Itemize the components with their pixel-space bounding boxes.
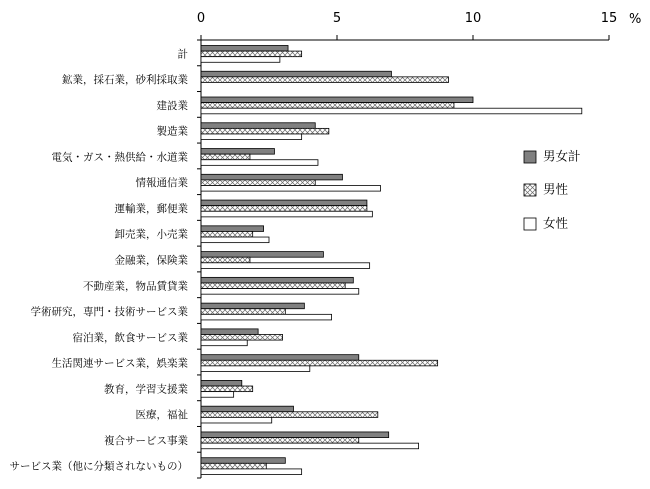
category-label: 電気・ガス・熱供給・水道業 (51, 151, 188, 164)
bar-female (201, 263, 370, 269)
plot-area (10, 11, 642, 478)
bar-female (201, 314, 332, 320)
bar-female (201, 134, 302, 140)
bar-female (201, 160, 318, 166)
x-tick-label: 5 (332, 11, 342, 26)
x-tick-label: 15 (600, 11, 618, 26)
legend-swatch (524, 151, 536, 163)
bar-male (201, 412, 378, 418)
bar-total (201, 380, 242, 386)
bar-female (201, 366, 310, 372)
bar-total (201, 355, 359, 361)
legend-swatch (524, 218, 536, 230)
bar-male (201, 360, 438, 366)
category-label: 複合サービス事業 (104, 434, 188, 447)
category-label: 医療，福祉 (135, 409, 188, 422)
bar-total (201, 252, 323, 258)
bar-female (201, 340, 247, 346)
bar-total (201, 406, 293, 412)
bar-male (201, 283, 345, 289)
bar-male (201, 386, 253, 392)
bar-total (201, 303, 304, 309)
bar-total (201, 97, 473, 103)
category-label: 不動産業，物品賃貸業 (83, 280, 188, 293)
bar-male (201, 438, 359, 444)
bar-male (201, 231, 253, 237)
category-label: 宿泊業，飲食サービス業 (72, 331, 188, 344)
bar-male (201, 257, 250, 263)
bar-total (201, 458, 285, 464)
category-label: 教育，学習支援業 (104, 383, 188, 396)
bar-male (201, 463, 266, 469)
category-label: 金融業，保険業 (114, 254, 188, 267)
x-tick-label: 0 (196, 11, 206, 26)
bar-female (201, 186, 381, 192)
bar-male (201, 154, 250, 160)
bar-total (201, 277, 353, 283)
category-label: サービス業（他に分類されないもの） (9, 460, 188, 473)
category-label: 生活関連サービス業，娯楽業 (51, 357, 188, 370)
unit-label: % (629, 12, 642, 27)
category-label: 運輸業，郵便業 (114, 202, 188, 215)
bar-total (201, 226, 264, 232)
bar-male (201, 51, 302, 57)
legend-label: 男性 (543, 181, 569, 197)
bar-female (201, 289, 359, 295)
bar-total (201, 123, 315, 129)
bar-female (201, 469, 302, 475)
bar-male (201, 77, 449, 83)
category-label: 学術研究，専門・技術サービス業 (30, 306, 188, 319)
bar-male (201, 128, 329, 134)
legend (524, 149, 581, 231)
bar-total (201, 71, 391, 77)
category-label: 鉱業，採石業，砂利採取業 (62, 74, 188, 87)
bar-total (201, 45, 288, 51)
category-label: 建設業 (156, 99, 188, 112)
bar-male (201, 180, 315, 186)
category-label: 卸売業，小売業 (114, 228, 188, 241)
bar-female (201, 108, 582, 114)
bar-total (201, 149, 274, 155)
legend-swatch (524, 184, 536, 196)
bar-total (201, 432, 389, 438)
bar-male (201, 334, 283, 340)
category-label: 情報通信業 (135, 177, 188, 190)
bar-female (201, 211, 372, 217)
bar-female (201, 392, 234, 398)
bar-female (201, 443, 419, 449)
bar-female (201, 57, 280, 63)
bar-male (201, 309, 285, 315)
bar-total (201, 200, 367, 206)
bar-total (201, 174, 342, 180)
legend-label: 女性 (543, 215, 569, 231)
bar-total (201, 329, 258, 335)
bar-female (201, 417, 272, 423)
category-label: 計 (177, 48, 188, 61)
x-tick-label: 10 (464, 11, 482, 26)
category-label: 製造業 (156, 125, 188, 138)
bar-female (201, 237, 269, 243)
bar-male (201, 206, 367, 212)
legend-label: 男女計 (543, 148, 581, 164)
bar-male (201, 103, 454, 109)
